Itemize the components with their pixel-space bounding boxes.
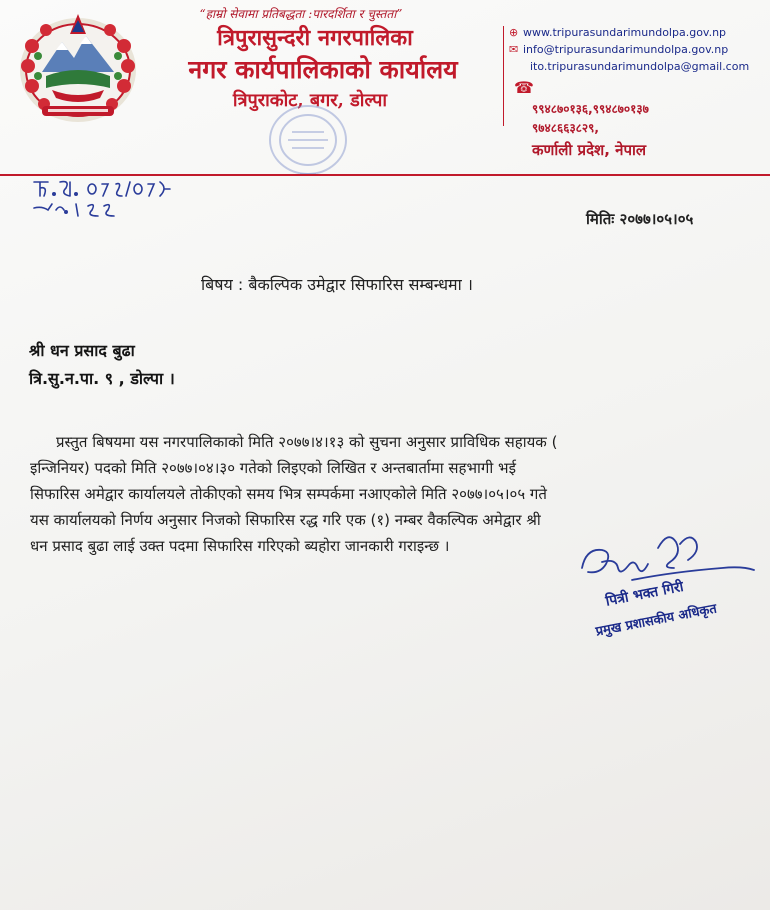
phone-line-1: ९९४८७०१३६,९९४८७०१३७ [532, 102, 649, 116]
email-official-text: info@tripurasundarimundolpa.gov.np [523, 43, 729, 56]
nepal-emblem-logo [12, 6, 144, 128]
website-line [509, 26, 726, 39]
globe-icon: ⊕ [509, 26, 519, 39]
province-address: कर्णाली प्रदेश, नेपाल [532, 141, 647, 159]
signatory-name: पित्री भक्त गिरी [604, 578, 685, 610]
municipality-name: त्रिपुरासुन्दरी नगरपालिका [217, 25, 413, 51]
letterhead-motto: “हाम्रो सेवामा प्रतिबद्धता :पारदर्शिता र चुस्तता” [199, 7, 403, 21]
body-line-3: सिफारिस अमेद्वार कार्यालयले तोकीएको समय भित्र सम्पर्कमा नआएकोले मिति २०७७।०५।०५ गते [30, 485, 547, 503]
body-line-1: प्रस्तुत बिषयमा यस नगरपालिकाको मिति २०७७।४।१३ को सुचना अनुसार प्राविधिक सहायक ( [56, 433, 558, 451]
phone-line-2: ९७४८६६३८२९, [532, 121, 599, 135]
letter-date: मितिः २०७७।०५।०५ [586, 210, 694, 228]
signatory-title: प्रमुख प्रशासकीय अधिकृत [594, 601, 719, 640]
office-name: नगर कार्यपालिकाको कार्यालय [188, 55, 458, 84]
envelope-icon: ✉ [509, 43, 519, 56]
email-gmail-text: ito.tripurasundarimundolpa@gmail.com [530, 60, 750, 73]
office-location: त्रिपुराकोट, बगर, डोल्पा [232, 90, 388, 111]
recipient-name: श्री धन प्रसाद बुढा [29, 341, 135, 360]
recipient-address: त्रि.सु.न.पा. ९ , डोल्पा । [29, 369, 175, 388]
website-text: www.tripurasundarimundolpa.gov.np [523, 26, 727, 39]
phone-icon: ☎ [514, 78, 534, 97]
email-line [509, 43, 728, 56]
handwritten-reference [30, 176, 210, 220]
body-line-5: धन प्रसाद बुढा लाई उक्त पदमा सिफारिस गरिएको ब्यहोरा जानकारी गराइन्छ । [30, 537, 450, 555]
body-line-4: यस कार्यालयको निर्णय अनुसार निजको सिफारिस रद्ध गरि एक (१) नम्बर वैकल्पिक अमेद्वार श्री [30, 511, 541, 529]
letterhead-divider [503, 26, 504, 126]
body-line-2: इन्जिनियर) पदको मिति २०७७।०४।३० गतेको लिइएको लिखित र अन्तबार्तामा सहभागी भई [30, 459, 516, 477]
office-stamp [262, 102, 354, 184]
letter-subject: बिषय : बैकल्पिक उमेद्वार सिफारिस सम्बन्धमा । [201, 275, 473, 294]
